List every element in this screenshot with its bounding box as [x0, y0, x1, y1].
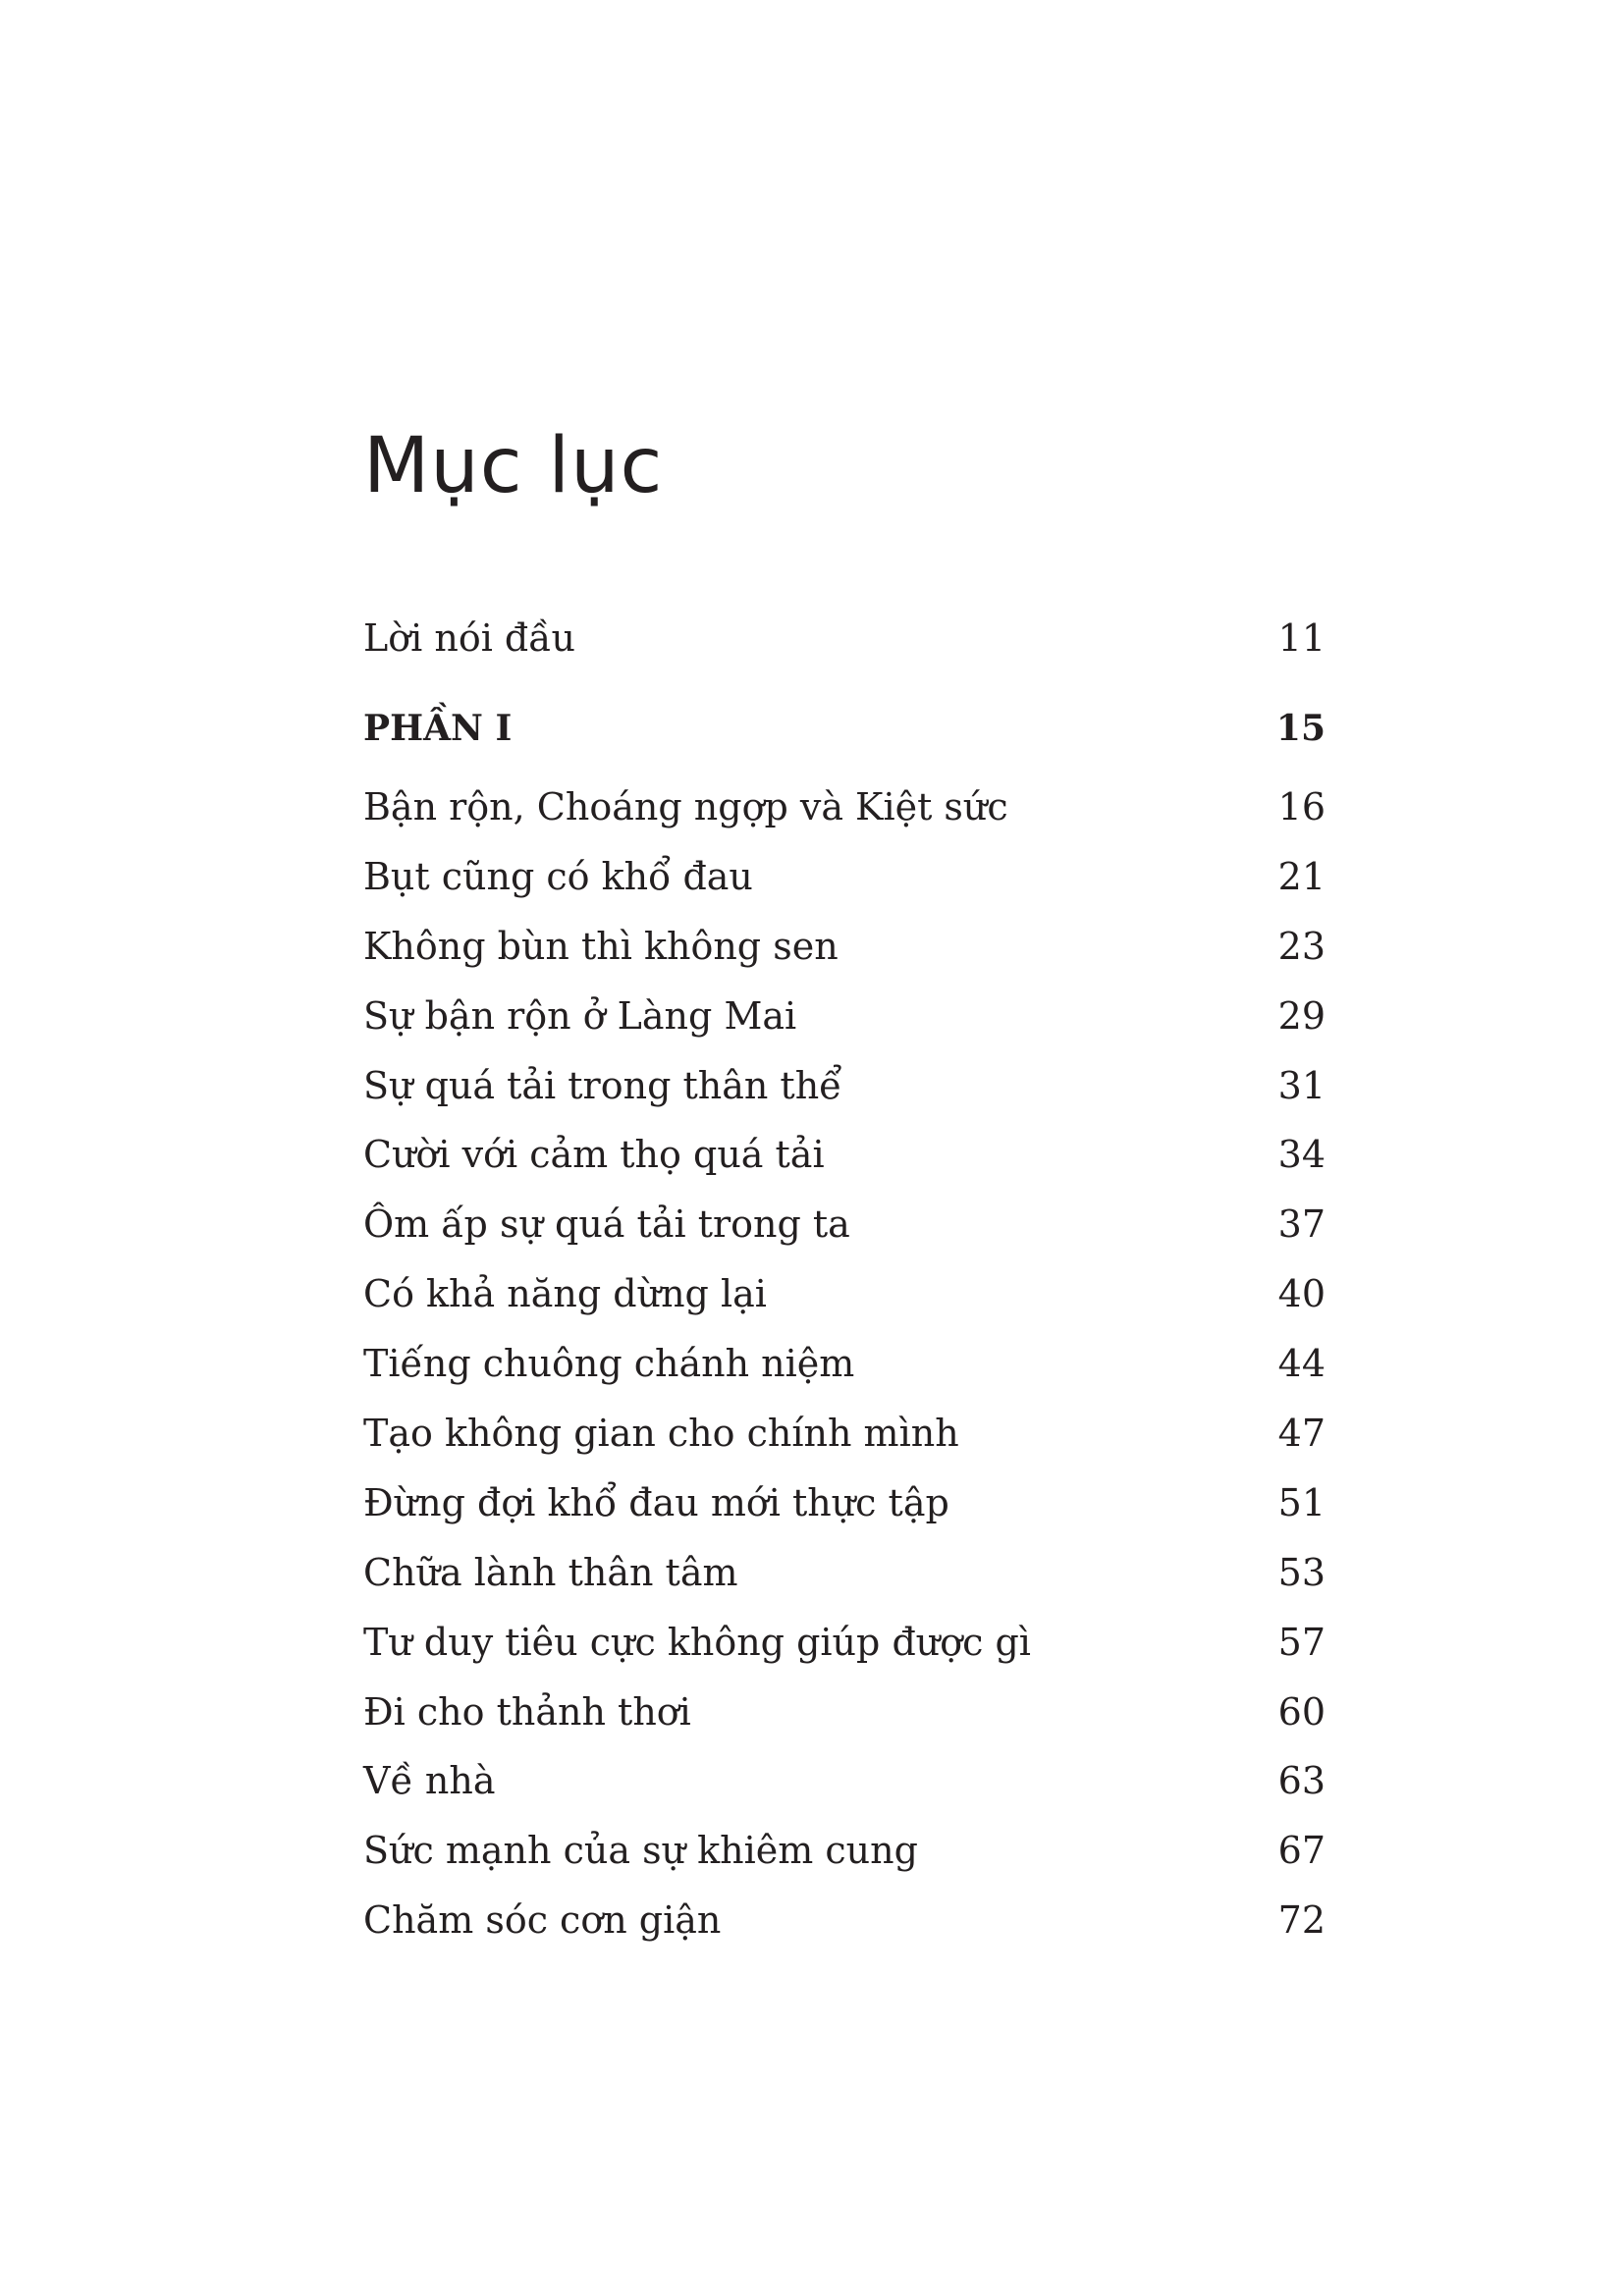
toc-entry-page-number: 29: [1277, 993, 1326, 1038]
toc-entry: [363, 1821, 1326, 1891]
toc-part-page-number: 15: [1275, 708, 1326, 749]
toc-entry-page-number: 72: [1277, 1898, 1326, 1943]
toc-entry-title: Có khả năng dừng lại: [363, 1272, 767, 1316]
toc-entry: [363, 917, 1326, 987]
toc-entry-page-number: 60: [1277, 1689, 1326, 1734]
toc-entry: [363, 987, 1326, 1056]
toc-entry: [363, 1751, 1326, 1821]
toc-entry-title: Tư duy tiêu cực không giúp được gì: [363, 1620, 1031, 1664]
toc-entry: [363, 1891, 1326, 1960]
page-title: Mục lục: [363, 422, 664, 510]
toc-entry-page-number: 40: [1277, 1272, 1326, 1316]
toc-entry-page-number: 37: [1277, 1202, 1326, 1247]
toc-entry-title: Tiếng chuông chánh niệm: [363, 1342, 855, 1386]
toc-entry: [363, 847, 1326, 917]
toc-entry-page-number: 16: [1277, 785, 1326, 828]
toc-entry: [363, 1195, 1326, 1264]
toc-entry-foreword: [363, 609, 1326, 699]
toc-entry: [363, 1404, 1326, 1473]
toc-entry-title: Ôm ấp sự quá tải trong ta: [363, 1202, 850, 1247]
toc-entry-title: Chữa lành thân tâm: [363, 1550, 738, 1594]
toc-entry: [363, 1473, 1326, 1543]
toc-entry-page-number: 67: [1277, 1829, 1326, 1873]
toc-entry-title: Đi cho thảnh thơi: [363, 1689, 691, 1734]
toc-entry: [363, 1056, 1326, 1126]
toc-entry: [363, 777, 1326, 847]
toc-entry: [363, 1125, 1326, 1195]
toc-list: [363, 609, 1326, 1960]
toc-entry-title: Đừng đợi khổ đau mới thực tập: [363, 1480, 949, 1524]
toc-entry-title: Tạo không gian cho chính mình: [363, 1412, 959, 1456]
toc-entry-page-number: 53: [1277, 1550, 1326, 1594]
toc-entry-page-number: 44: [1277, 1342, 1326, 1386]
toc-entry-page-number: 57: [1277, 1620, 1326, 1664]
toc-entry-page-number: 31: [1277, 1063, 1326, 1107]
toc-entry-title: Cười với cảm thọ quá tải: [363, 1133, 825, 1177]
toc-entry-page-number: 21: [1277, 854, 1326, 898]
toc-entry-title: Sức mạnh của sự khiêm cung: [363, 1829, 918, 1873]
toc-entry-page-number: 47: [1277, 1412, 1326, 1456]
toc-entry-page-number: 34: [1277, 1133, 1326, 1177]
toc-entry-title: Sự bận rộn ở Làng Mai: [363, 993, 797, 1038]
toc-entry-title: Không bùn thì không sen: [363, 924, 839, 968]
toc-entry-title: Lời nói đầu: [363, 616, 576, 660]
toc-entry-page-number: 11: [1277, 616, 1326, 660]
toc-entry: [363, 1264, 1326, 1334]
toc-entry-page-number: 51: [1277, 1480, 1326, 1524]
toc-entry: [363, 1543, 1326, 1613]
toc-entry-title: Bận rộn, Choáng ngợp và Kiệt sức: [363, 785, 1008, 828]
toc-entry: [363, 1682, 1326, 1752]
toc-part-heading: [363, 699, 1326, 777]
toc-entry: [363, 1613, 1326, 1682]
toc-entry-title: Về nhà: [363, 1759, 496, 1803]
toc-entry-title: Bụt cũng có khổ đau: [363, 854, 753, 898]
toc-part-title: PHẦN I: [363, 708, 513, 749]
toc-entry-title: Sự quá tải trong thân thể: [363, 1063, 842, 1107]
toc-entry: [363, 1334, 1326, 1404]
toc-entry-page-number: 23: [1277, 924, 1326, 968]
toc-entry-title: Chăm sóc cơn giận: [363, 1898, 722, 1943]
toc-entry-page-number: 63: [1277, 1759, 1326, 1803]
